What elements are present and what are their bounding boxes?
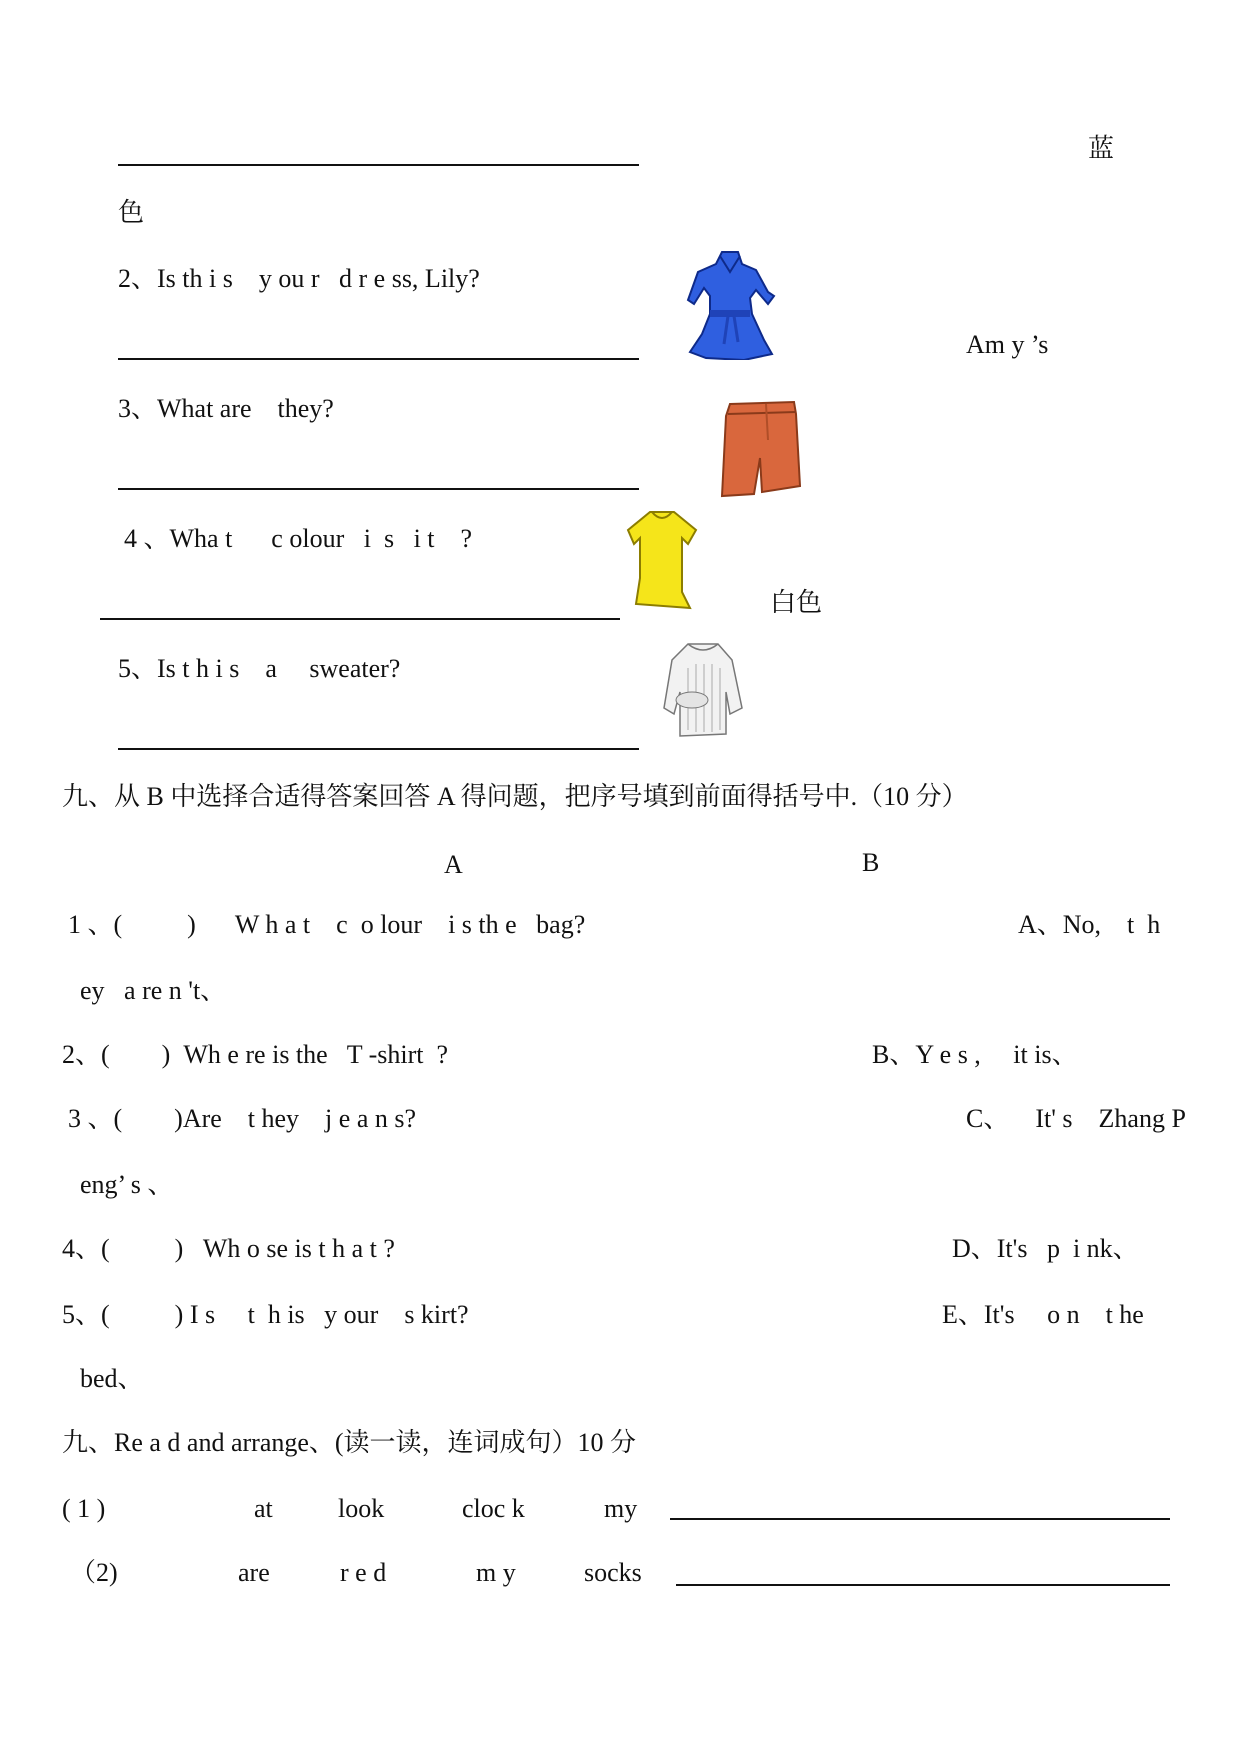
arrange-word: r e d <box>340 1558 387 1587</box>
match-answer-e-cont: bed、 <box>80 1364 144 1393</box>
match-answer-c-cont: eng’ s 、 <box>80 1170 174 1199</box>
arrange-number-2: （2) <box>70 1558 118 1587</box>
hint-white: 白色 <box>770 588 823 617</box>
arrange-word: are <box>238 1558 270 1587</box>
arrange-word: m y <box>476 1558 516 1587</box>
match-answer-e: E、It's o n t he <box>942 1300 1144 1329</box>
tshirt-image <box>626 508 698 612</box>
hint-blue-2: 色 <box>118 198 145 227</box>
match-answer-b: B、Y e s , it is、 <box>872 1040 1078 1069</box>
column-b-label: B <box>862 848 880 877</box>
arrange-word: cloc k <box>462 1494 525 1523</box>
answer-line-4 <box>100 618 620 620</box>
question-2: 2、Is th i s y ou r d r e ss, Lily? <box>118 264 480 293</box>
column-a-label: A <box>444 850 463 879</box>
question-3: 3、What are they? <box>118 394 334 423</box>
shorts-image <box>718 400 806 500</box>
match-question-1: 1 、( ) W h a t c o lour i s th e bag? <box>68 910 586 939</box>
section-heading-match: 九、从 B 中选择合适得答案回答 A 得问题，把序号填到前面得括号中.（10 分） <box>62 782 968 811</box>
hint-amy: Am y ’s <box>966 330 1049 359</box>
answer-line-5 <box>118 748 639 750</box>
match-question-2: 2、( ) Wh e re is the T -shirt ? <box>62 1040 449 1069</box>
arrange-word: at <box>254 1494 273 1523</box>
match-answer-c: C、 It' s Zhang P <box>966 1104 1186 1133</box>
match-answer-d: D、It's p i nk、 <box>952 1234 1139 1263</box>
match-question-3: 3 、( )Are t hey j e a n s? <box>68 1104 417 1133</box>
arrange-answer-line-2 <box>676 1584 1170 1586</box>
arrange-word: socks <box>584 1558 642 1587</box>
section-heading-arrange: 九、Re a d and arrange、(读一读，连词成句）10 分 <box>62 1428 637 1457</box>
arrange-answer-line-1 <box>670 1518 1170 1520</box>
arrange-word: my <box>604 1494 638 1523</box>
match-question-4: 4、( ) Wh o se is t h a t ? <box>62 1234 395 1263</box>
arrange-number-1: ( 1 ) <box>62 1494 106 1523</box>
answer-line-3 <box>118 488 639 490</box>
question-4: 4 、Wha t c olour i s i t ? <box>124 524 473 553</box>
match-question-5: 5、( ) I s t h is y our s kirt? <box>62 1300 469 1329</box>
match-question-1-cont: ey a re n 't、 <box>80 976 227 1005</box>
answer-line-1 <box>118 164 639 166</box>
sweater-image <box>662 638 744 740</box>
hint-blue-1: 蓝 <box>1088 134 1115 163</box>
question-5: 5、Is t h i s a sweater? <box>118 654 401 683</box>
match-answer-a: A、No, t h <box>1018 910 1161 939</box>
arrange-word: look <box>338 1494 385 1523</box>
dress-image <box>684 248 776 360</box>
answer-line-2 <box>118 358 639 360</box>
